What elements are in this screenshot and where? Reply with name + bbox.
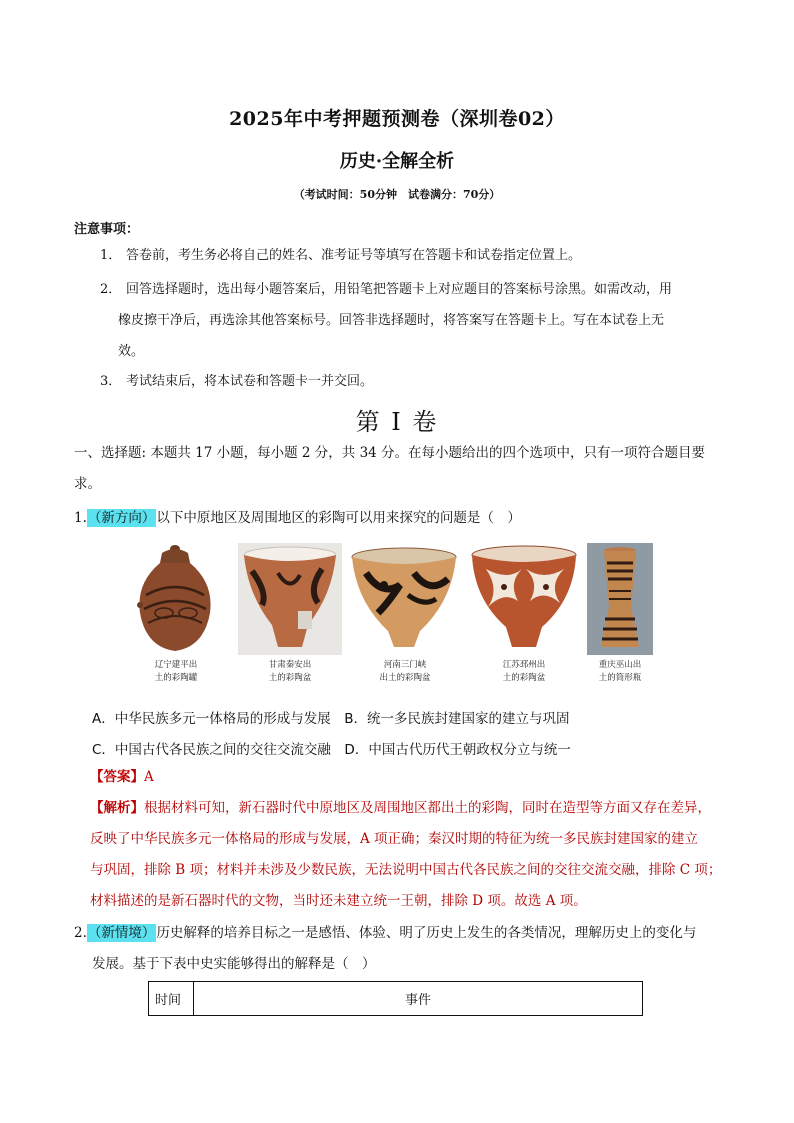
figure-caption [372,659,438,685]
figure-caption-line: 土的彩陶盆 [268,673,312,683]
section-title: 第 I 卷 [355,408,439,436]
table-header-row [149,982,643,1016]
analysis-text: 根据材料可知，新石器时代中原地区及周围地区都出土的彩陶，同时在造型等方面又存在差异， [144,800,711,816]
figure-5 [587,543,653,655]
figure-caption-line: 江苏邳州出 [502,660,546,670]
figure-3 [348,543,460,655]
table-header-event: 事件 [194,982,643,1016]
answer-value: A [144,769,154,785]
analysis-line [90,793,730,824]
notice-item-text: 效。 [118,344,145,359]
painted-pottery-basin-icon [348,543,460,655]
figure-2 [238,543,342,655]
cylindrical-vase-icon [587,543,653,655]
question-1-stem [74,503,724,534]
section-intro [74,438,724,500]
question-number: 1. [74,510,87,526]
figure-1 [134,543,216,655]
figure-caption [146,659,206,685]
analysis-line: 反映了中华民族多元一体格局的形成与发展，A 项正确；秦汉时期的特征为统一多民族封建国家的建立 [90,831,699,847]
table-header-time: 时间 [149,982,194,1016]
document-subtitle: 历史·全解全析 [339,151,455,172]
painted-pottery-basin-icon [238,543,342,655]
figure-caption-line: 土的彩陶罐 [154,673,198,683]
question-tag: （新情境） [87,925,156,941]
painted-pottery-basin-icon [468,543,580,655]
section-intro-line: 一、选择题: 本题共 17 小题，每小题 2 分，共 34 分。在每小题给出的四个选项中，只有一项符合题目要 [74,445,706,461]
notice-item-number: 3． [100,374,122,389]
notice-item-number: 1． [100,248,122,263]
question-2-line: 发展。基于下表中史实能够得出的解释是（ ） [92,956,376,972]
question-stem-text: 历史解释的培养目标之一是感悟、体验、明了历史上发生的各类情况，理解历史上的变化与 [156,925,697,941]
section-intro-line: 求。 [74,476,101,492]
figure-caption-line: 土的筒形瓶 [598,673,642,683]
question-2-stem [74,918,734,980]
events-table [148,981,643,1016]
figure-4 [468,543,580,655]
analysis-line: 材料描述的是新石器时代的文物，当时还未建立统一王朝，排除 D 项。故选 A 项。 [90,893,587,909]
figure-caption-line: 河南三门峡 [383,660,427,670]
question-2-line [74,918,734,949]
analysis-label: 【解析】 [90,800,144,816]
question-1-answer [90,762,730,793]
figure-caption-line: 辽宁建平出 [154,660,198,670]
notice-item-number: 2． [100,282,122,297]
question-number: 2. [74,925,87,941]
question-tag: （新方向） [87,510,156,526]
figure-caption [492,659,556,685]
notice-item-text: 回答选择题时，选出每小题答案后，用铅笔把答题卡上对应题目的答案标号涂黑。如需改动，用 [126,282,673,297]
exam-info: （考试时间：50分钟 试卷满分：70分） [293,188,501,201]
figure-caption [260,659,320,685]
figure-caption-line: 甘肃秦安出 [268,660,312,670]
analysis-line: 与巩固，排除 B 项；材料并未涉及少数民族，无法说明中国古代各民族之间的交往交流交融，排除 C 项； [90,862,722,878]
figure-caption-line: 出土的彩陶盆 [379,673,431,683]
figure-caption [588,659,652,685]
notice-item-text: 考试结束后，将本试卷和答题卡一并交回。 [126,374,374,389]
notice-heading: 注意事项： [74,222,140,237]
document-title: 2025年中考押题预测卷（深圳卷02） [229,108,565,130]
painted-pottery-jar-icon [134,543,216,655]
answer-label: 【答案】 [90,769,144,785]
question-stem-text: 以下中原地区及周围地区的彩陶可以用来探究的问题是（ ） [156,510,521,526]
notice-item-text: 橡皮擦干净后，再选涂其他答案标号。回答非选择题时，将答案写在答题卡上。写在本试卷上无 [118,313,665,328]
question-1-analysis [90,793,730,917]
question-1-options-cd: C．中国古代各民族之间的交往交流交融 D．中国古代历代王朝政权分立与统一 [92,742,571,758]
notice-item-text: 答卷前，考生务必将自己的姓名、准考证号等填写在答题卡和试卷指定位置上。 [126,248,582,263]
figure-caption-line: 重庆巫山出 [598,660,642,670]
figure-caption-line: 土的彩陶盆 [502,673,546,683]
pottery-figures [134,543,654,693]
question-1-options-ab: A．中华民族多元一体格局的形成与发展 B．统一多民族封建国家的建立与巩固 [92,711,570,727]
